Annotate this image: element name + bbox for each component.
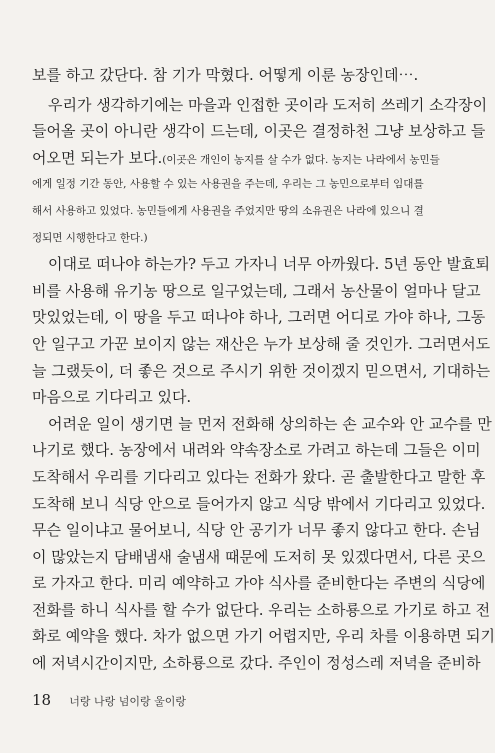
text-line: 이대로 떠나야 하는가? 두고 가자니 너무 아까웠다. 5년 동안 발효퇴 xyxy=(48,255,491,274)
parenthetical-note: (이곳은 개인이 농지를 살 수가 없다. 농지는 나라에서 농민들 xyxy=(162,153,440,166)
page-number: 18 xyxy=(32,691,52,709)
running-title: 너랑 나랑 넘이랑 울이랑 xyxy=(69,695,186,708)
text-line: 안 일구고 가꾼 보이지 않는 재산은 누가 보상해 줄 것인가. 그러면서도 xyxy=(32,334,491,353)
text-line: 우리가 생각하기에는 마을과 인접한 곳이라 도저히 쓰레기 소각장이 xyxy=(48,95,488,114)
text-line: 로 가자고 한다. 미리 예약하고 가야 식사를 준비한다는 주변의 식당에 xyxy=(32,574,486,593)
text-line xyxy=(32,145,442,172)
body-text xyxy=(32,62,495,677)
text-line: 들어올 곳이 아니란 생각이 드는데, 이곳은 결정하천 그냥 보상하고 들 xyxy=(32,122,486,141)
page-footer xyxy=(32,691,186,709)
text-line: 에 저녁시간이지만, 소하룡으로 갔다. 주인이 정성스레 저녁을 준비하 xyxy=(32,654,481,673)
text-line: 마음으로 기다리고 있다. xyxy=(32,388,192,407)
text-line: 도착해서 우리를 기다리고 있다는 전화가 왔다. 곧 출발한다고 말한 후 xyxy=(32,467,486,486)
text-line: 이 많았는지 담배냄새 술냄새 때문에 도저히 못 있겠다면서, 다른 곳으 xyxy=(32,547,486,566)
text-line: 도착해 보니 식당 안으로 들어가지 않고 식당 밖에서 기다리고 있었다. xyxy=(32,494,486,513)
text-line: 비를 사용해 유기농 땅으로 일구었는데, 그래서 농산물이 얼마나 달고 xyxy=(32,281,481,300)
note-line: 정되면 시행한다고 한다.) xyxy=(32,231,148,244)
text-line: 늘 그랬듯이, 더 좋은 것으로 주시기 위한 것이겠지 믿으면서, 기대하는 xyxy=(32,361,491,380)
text-line: 어려운 일이 생기면 늘 먼저 전화해 상의하는 손 교수와 안 교수를 만 xyxy=(48,414,492,433)
text-line: 화로 예약을 했다. 차가 없으면 가기 어렵지만, 우리 차를 이용하면 되기 xyxy=(32,627,495,646)
text-line: 보를 하고 갔단다. 참 기가 막혔다. 어떻게 이룬 농장인데⋯. xyxy=(32,66,419,84)
text-segment: 어오면 되는가 보다. xyxy=(32,148,163,167)
text-line: 무슨 일이냐고 물어보니, 식당 안 공기가 너무 좋지 않다고 한다. 손님 xyxy=(32,521,481,540)
text-line: 나기로 했다. 농장에서 내려와 약속장소로 가려고 하는데 그들은 이미 xyxy=(32,441,481,460)
text-line: 맛있었는데, 이 땅을 두고 떠나야 하나, 그러면 어디로 가야 하나, 그동 xyxy=(32,308,486,327)
note-line: 해서 사용하고 있었다. 농민들에게 사용권을 주었지만 땅의 소유권은 나라에 있으니 결 xyxy=(32,204,424,217)
note-line: 에게 일정 기간 동안, 사용할 수 있는 사용권을 주는데, 우리는 그 농민으로부터 임대를 xyxy=(32,178,424,191)
text-line: 전화를 하니 식사를 할 수가 없단다. 우리는 소하룡으로 가기로 하고 전 xyxy=(32,600,491,619)
